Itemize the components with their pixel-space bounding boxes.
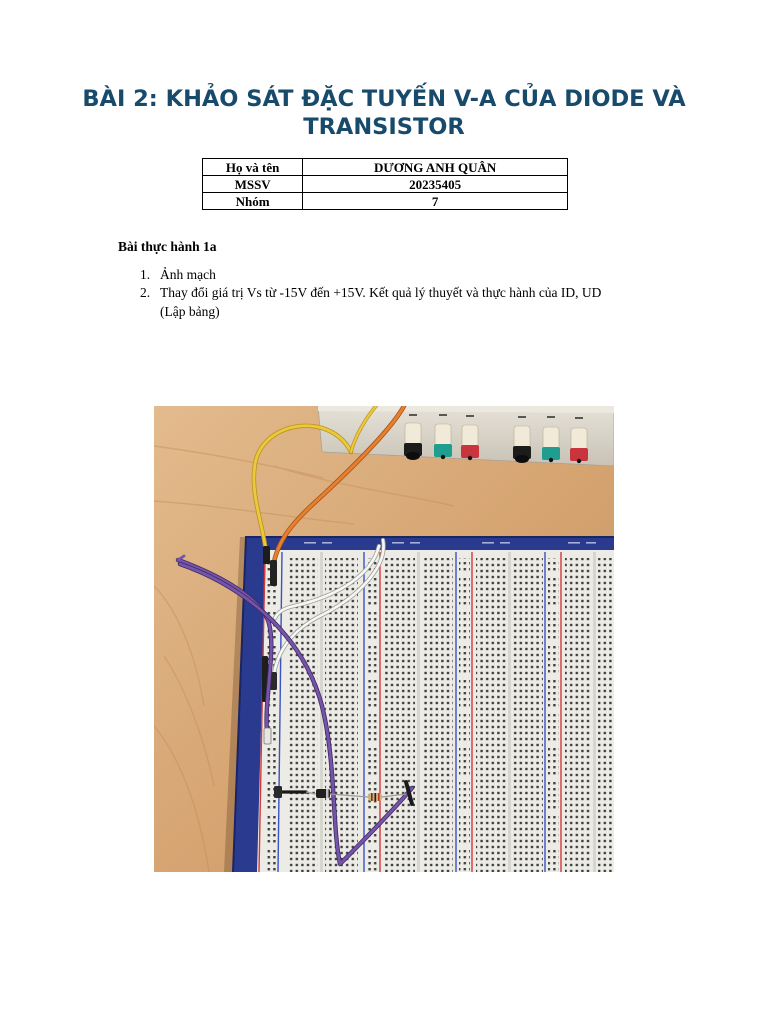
student-id-value: 20235405 [303,176,568,193]
group-value: 7 [303,193,568,210]
terminal-red [461,425,479,460]
page-title: BÀI 2: KHẢO SÁT ĐẶC TUYẾN V-A CỦA DIODE VÀ TRANSISTOR [82,86,686,140]
terminal-red [570,428,588,463]
table-row [203,176,568,193]
name-value: DƯƠNG ANH QUÂN [303,159,568,176]
table-row [203,159,568,176]
wire-plug [264,728,271,744]
group-label: Nhóm [203,193,303,210]
terminal-teal [434,424,452,459]
wire-plug [270,560,277,586]
diode-band [326,789,329,798]
student-id-label: MSSV [203,176,303,193]
name-label: Họ và tên [203,159,303,176]
resistor-bands [371,793,380,801]
terminal-black [513,426,531,463]
breadboard-photo-svg [154,406,614,872]
terminal-black [404,423,422,460]
list-number: 1. [140,267,151,282]
student-info-table [202,158,568,210]
section-heading: Bài thực hành 1a [118,239,217,254]
list-text: Thay đổi giá trị Vs từ -15V đến +15V. Kết quả lý thuyết và thực hành của ID, UD (Lập bảng) [160,285,602,319]
table-row [203,193,568,210]
wire-plug [263,546,270,564]
wire-plug [274,786,282,798]
circuit-photo [154,406,614,872]
terminal-teal [542,427,560,462]
breadboard [224,537,614,872]
list-text: Ảnh mạch [160,267,216,282]
list-number: 2. [140,285,151,300]
